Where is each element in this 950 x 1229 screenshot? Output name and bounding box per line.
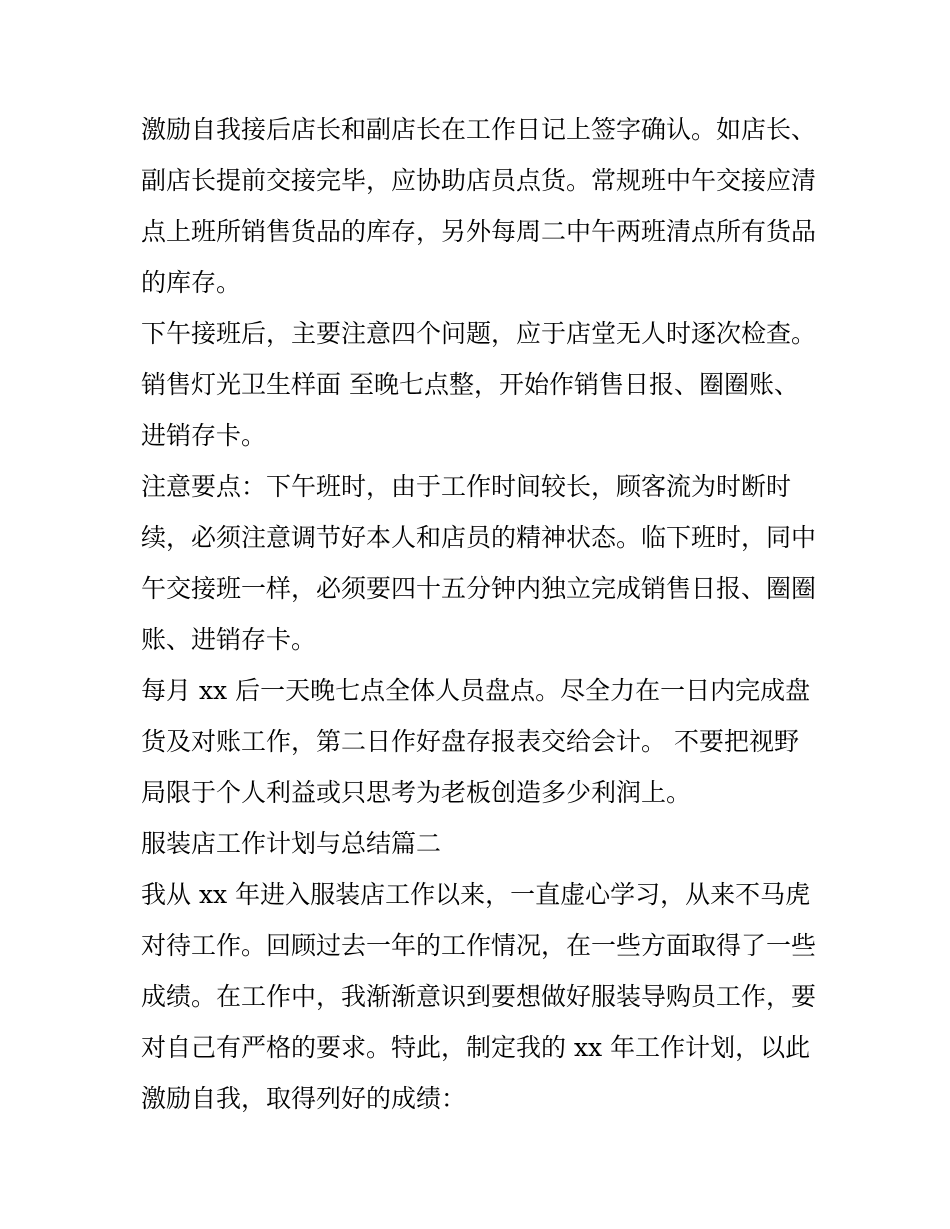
text-line: 进销存卡。 bbox=[141, 421, 267, 450]
text-line: 的库存。 bbox=[141, 268, 242, 297]
text-line: 续，必须注意调节好本人和店员的精神状态。临下班时，同中 bbox=[141, 523, 817, 552]
text-line: 对待工作。回顾过去一年的工作情况，在一些方面取得了一些 bbox=[141, 931, 817, 960]
text-line: 激励自我，取得列好的成绩： bbox=[141, 1084, 467, 1113]
text-line: 销售灯光卫生样面 至晚七点整，开始作销售日报、圈圈账、 bbox=[141, 370, 799, 399]
text-line: 副店长提前交接完毕，应协助店员点货。常规班中午交接应清 bbox=[141, 166, 817, 195]
text-line: 下午接班后，主要注意四个问题，应于店堂无人时逐次检查。 bbox=[141, 319, 817, 348]
text-line: 点上班所销售货品的库存，另外每周二中午两班清点所有货品 bbox=[141, 217, 817, 246]
text-line: 对自己有严格的要求。特此，制定我的 xx 年工作计划，以此 bbox=[141, 1033, 811, 1062]
text-line: 账、进销存卡。 bbox=[141, 625, 317, 654]
document-body bbox=[141, 104, 821, 1124]
text-line: 午交接班一样，必须要四十五分钟内独立完成销售日报、圈圈 bbox=[141, 574, 817, 603]
text-line: 注意要点：下午班时，由于工作时间较长，顾客流为时断时 bbox=[141, 472, 792, 501]
text-line: 成绩。在工作中，我渐渐意识到要想做好服装导购员工作，要 bbox=[141, 982, 817, 1011]
section-heading: 服装店工作计划与总结篇二 bbox=[141, 829, 442, 858]
text-line: 我从 xx 年进入服装店工作以来，一直虚心学习，从来不马虎 bbox=[141, 880, 811, 909]
text-line: 货及对账工作，第二日作好盘存报表交给会计。 不要把视野 bbox=[141, 727, 799, 756]
text-line: 局限于个人利益或只思考为老板创造多少利润上。 bbox=[141, 778, 692, 807]
text-line: 每月 xx 后一天晚七点全体人员盘点。尽全力在一日内完成盘 bbox=[141, 676, 811, 705]
text-line: 激励自我接后店长和副店长在工作日记上签字确认。如店长、 bbox=[141, 115, 817, 144]
